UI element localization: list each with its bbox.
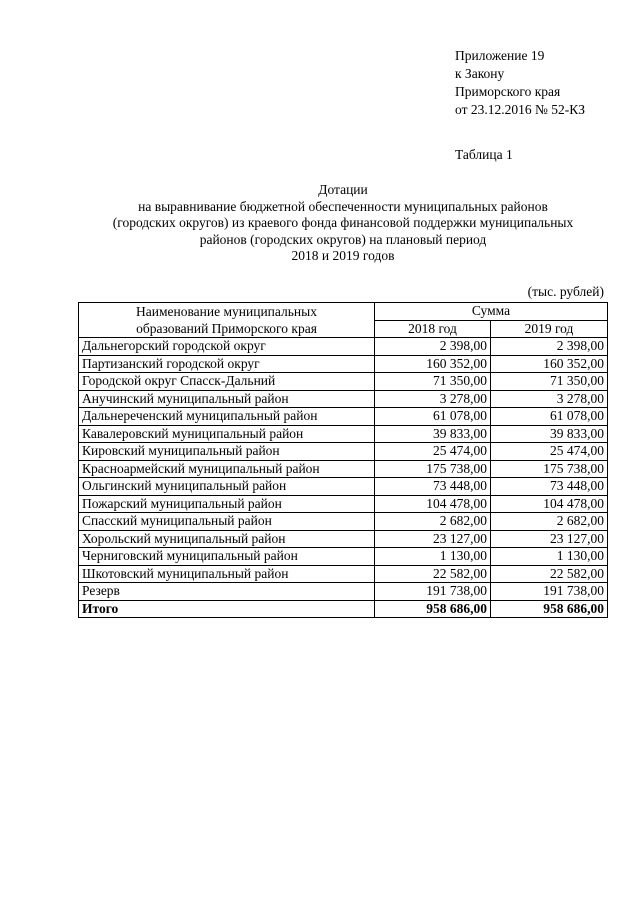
row-name-cell: Шкотовский муниципальный район [79, 565, 375, 583]
row-value-2019: 175 738,00 [491, 460, 608, 478]
header-year-2019: 2019 год [491, 320, 608, 338]
row-name-cell: Кавалеровский муниципальный район [79, 425, 375, 443]
table-row [79, 548, 608, 566]
row-name-cell: Анучинский муниципальный район [79, 390, 375, 408]
table-row [79, 565, 608, 583]
row-name-cell: Черниговский муниципальный район [79, 548, 375, 566]
row-value-2018: 2 398,00 [375, 338, 491, 356]
row-name-cell: Красноармейский муниципальный район [79, 460, 375, 478]
row-name-cell: Ольгинский муниципальный район [79, 478, 375, 496]
row-value-2018: 71 350,00 [375, 373, 491, 391]
row-value-2018: 73 448,00 [375, 478, 491, 496]
table-row [79, 408, 608, 426]
table-row [79, 478, 608, 496]
title-line: на выравнивание бюджетной обеспеченности муниципальных районов [138, 198, 548, 214]
row-value-2018: 104 478,00 [375, 495, 491, 513]
row-value-2018: 1 130,00 [375, 548, 491, 566]
row-name-cell: Хорольский муниципальный район [79, 530, 375, 548]
appendix-block [455, 47, 585, 119]
title-line: районов (городских округов) на плановый период [199, 231, 487, 247]
row-value-2018: 958 686,00 [375, 600, 491, 618]
table-header-row [79, 303, 608, 321]
header-name-line: Наименование муниципальных [136, 304, 317, 319]
row-value-2019: 2 398,00 [491, 338, 608, 356]
table-row [79, 495, 608, 513]
header-name-line: образований Приморского края [136, 321, 317, 336]
row-value-2019: 160 352,00 [491, 355, 608, 373]
row-value-2018: 160 352,00 [375, 355, 491, 373]
title-line: (городских округов) из краевого фонда финансовой поддержки муниципальных [112, 215, 574, 230]
row-value-2019: 3 278,00 [491, 390, 608, 408]
row-name-cell: Итого [79, 600, 375, 618]
table-row [79, 338, 608, 356]
row-value-2019: 1 130,00 [491, 548, 608, 566]
row-value-2018: 23 127,00 [375, 530, 491, 548]
row-value-2018: 25 474,00 [375, 443, 491, 461]
row-value-2019: 23 127,00 [491, 530, 608, 548]
row-value-2019: 71 350,00 [491, 373, 608, 391]
title-line: Дотации [318, 182, 368, 197]
header-year-2018: 2018 год [375, 320, 491, 338]
appendix-line: Приложение 19 [455, 48, 545, 63]
appendix-line: Приморского края [455, 84, 561, 99]
row-value-2019: 104 478,00 [491, 495, 608, 513]
row-value-2019: 191 738,00 [491, 583, 608, 601]
row-name-cell: Дальнереченский муниципальный район [79, 408, 375, 426]
table-row [79, 443, 608, 461]
row-value-2018: 3 278,00 [375, 390, 491, 408]
table-row [79, 425, 608, 443]
table-row [79, 373, 608, 391]
table-row [79, 460, 608, 478]
row-value-2019: 2 682,00 [491, 513, 608, 531]
row-value-2019: 25 474,00 [491, 443, 608, 461]
appendix-line: к Закону [455, 66, 505, 81]
table-row [79, 390, 608, 408]
table-row [79, 530, 608, 548]
row-name-cell: Городской округ Спасск-Дальний [79, 373, 375, 391]
row-name-cell: Кировский муниципальный район [79, 443, 375, 461]
subsidies-table [78, 302, 608, 618]
header-sum-cell: Сумма [375, 303, 608, 321]
row-name-cell: Пожарский муниципальный район [79, 495, 375, 513]
table-row [79, 513, 608, 531]
row-name-cell: Дальнегорский городской округ [79, 338, 375, 356]
table-total-row [79, 600, 608, 618]
header-name-cell [79, 303, 375, 338]
row-name-cell: Партизанский городской округ [79, 355, 375, 373]
row-value-2018: 61 078,00 [375, 408, 491, 426]
table-row [79, 583, 608, 601]
row-name-cell: Резерв [79, 583, 375, 601]
row-value-2019: 39 833,00 [491, 425, 608, 443]
document-title [78, 182, 608, 265]
table-number: Таблица 1 [455, 147, 513, 162]
row-value-2019: 22 582,00 [491, 565, 608, 583]
row-name-cell: Спасский муниципальный район [79, 513, 375, 531]
row-value-2018: 39 833,00 [375, 425, 491, 443]
appendix-line: от 23.12.2016 № 52-КЗ [455, 102, 585, 117]
row-value-2018: 2 682,00 [375, 513, 491, 531]
row-value-2018: 191 738,00 [375, 583, 491, 601]
units-label: (тыс. рублей) [527, 284, 604, 299]
row-value-2018: 22 582,00 [375, 565, 491, 583]
title-line: 2018 и 2019 годов [291, 248, 395, 263]
row-value-2019: 61 078,00 [491, 408, 608, 426]
row-value-2019: 73 448,00 [491, 478, 608, 496]
row-value-2018: 175 738,00 [375, 460, 491, 478]
table-row [79, 355, 608, 373]
row-value-2019: 958 686,00 [491, 600, 608, 618]
